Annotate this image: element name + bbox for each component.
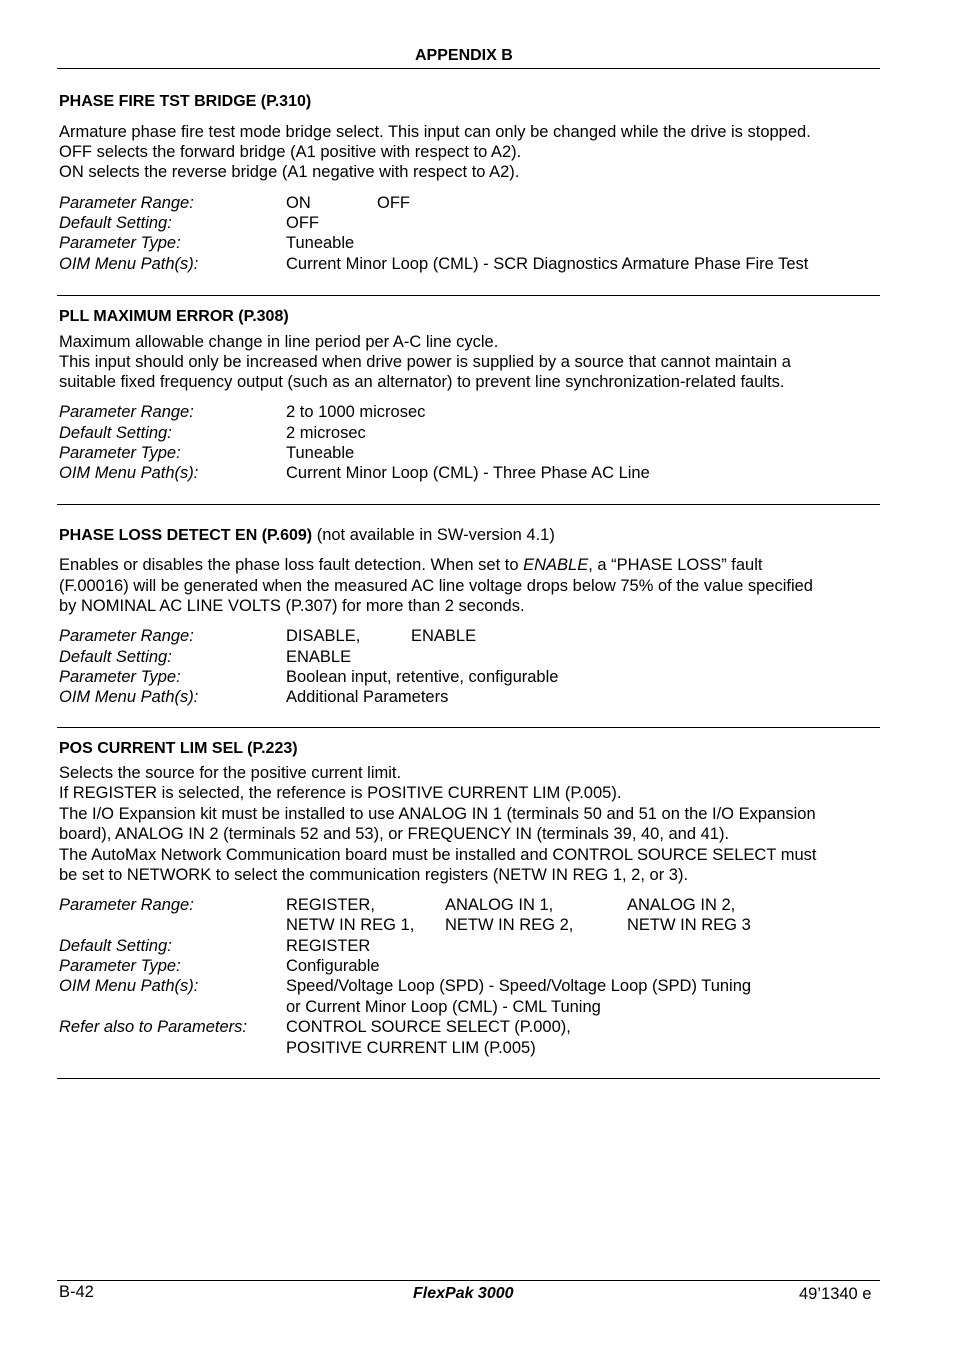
param-range-value: 2 to 1000 microsec bbox=[286, 403, 426, 421]
footer-rule bbox=[57, 1280, 880, 1281]
description-line: be set to NETWORK to select the communication registers (NETW IN REG 1, 2, or 3). bbox=[59, 866, 689, 884]
menu-path-value: Speed/Voltage Loop (SPD) - Speed/Voltage Loop (SPD) Tuning bbox=[286, 977, 752, 995]
description-line: (F.00016) will be generated when the measured AC line voltage drops below 75% of the value specified bbox=[59, 577, 813, 595]
param-range-value: NETW IN REG 3 bbox=[627, 916, 751, 934]
param-type-label: Parameter Type: bbox=[59, 234, 181, 252]
description-line: The I/O Expansion kit must be installed to use ANALOG IN 1 (terminals 50 and 51 on the I/O Expansion bbox=[59, 805, 816, 823]
param-range-label: Parameter Range: bbox=[59, 194, 194, 212]
footer-product-name: FlexPak 3000 bbox=[413, 1285, 514, 1302]
section-title-pll-max-error: PLL MAXIMUM ERROR (P.308) bbox=[59, 308, 289, 325]
param-range-label: Parameter Range: bbox=[59, 896, 194, 914]
param-type-value: Tuneable bbox=[286, 444, 355, 462]
description-line: OFF selects the forward bridge (A1 positive with respect to A2). bbox=[59, 143, 522, 161]
param-range-value: REGISTER, bbox=[286, 896, 375, 914]
default-setting-label: Default Setting: bbox=[59, 214, 172, 232]
description-text: , a “PHASE LOSS” fault bbox=[588, 556, 763, 574]
section-divider bbox=[57, 295, 880, 296]
param-type-label: Parameter Type: bbox=[59, 957, 181, 975]
section-heading-phase-loss bbox=[59, 526, 555, 545]
default-setting-label: Default Setting: bbox=[59, 648, 172, 666]
default-setting-value: REGISTER bbox=[286, 937, 371, 955]
section-title-phase-loss: PHASE LOSS DETECT EN (P.609) bbox=[59, 527, 313, 544]
section-title-pos-current-lim: POS CURRENT LIM SEL (P.223) bbox=[59, 740, 298, 757]
param-range-value: ON bbox=[286, 194, 311, 212]
param-range-value: ANALOG IN 1, bbox=[445, 896, 554, 914]
param-range-value: DISABLE, bbox=[286, 627, 361, 645]
section-divider bbox=[57, 504, 880, 505]
menu-path-label: OIM Menu Path(s): bbox=[59, 255, 199, 273]
description-emphasis: ENABLE bbox=[523, 556, 589, 574]
param-range-value: ENABLE bbox=[411, 627, 477, 645]
menu-path-label: OIM Menu Path(s): bbox=[59, 464, 199, 482]
refer-also-value: POSITIVE CURRENT LIM (P.005) bbox=[286, 1039, 536, 1057]
description-line: ON selects the reverse bridge (A1 negative with respect to A2). bbox=[59, 163, 520, 181]
param-range-value: OFF bbox=[377, 194, 410, 212]
param-range-value: NETW IN REG 1, bbox=[286, 916, 415, 934]
default-setting-value: OFF bbox=[286, 214, 319, 232]
description-line: Armature phase fire test mode bridge select. This input can only be changed while the drive is stopped. bbox=[59, 123, 811, 141]
param-range-label: Parameter Range: bbox=[59, 627, 194, 645]
description-line: board), ANALOG IN 2 (terminals 52 and 53), or FREQUENCY IN (terminals 39, 40, and 41). bbox=[59, 825, 730, 843]
menu-path-label: OIM Menu Path(s): bbox=[59, 977, 199, 995]
footer-doc-number: 49’1340 e bbox=[799, 1285, 872, 1303]
page-header-title: APPENDIX B bbox=[415, 47, 513, 64]
description-line: suitable fixed frequency output (such as an alternator) to prevent line synchronization-related faults. bbox=[59, 373, 785, 391]
description-line: The AutoMax Network Communication board must be installed and CONTROL SOURCE SELECT must bbox=[59, 846, 817, 864]
param-type-value: Boolean input, retentive, configurable bbox=[286, 668, 559, 686]
header-rule bbox=[57, 68, 880, 69]
footer-page-number: B-42 bbox=[59, 1283, 94, 1301]
refer-also-value: CONTROL SOURCE SELECT (P.000), bbox=[286, 1018, 571, 1036]
description-line: Maximum allowable change in line period per A-C line cycle. bbox=[59, 333, 499, 351]
description-line bbox=[59, 556, 762, 575]
description-line: This input should only be increased when drive power is supplied by a source that cannot maintain a bbox=[59, 353, 791, 371]
section-title-phase-fire: PHASE FIRE TST BRIDGE (P.310) bbox=[59, 93, 312, 110]
param-range-value: ANALOG IN 2, bbox=[627, 896, 736, 914]
default-setting-label: Default Setting: bbox=[59, 937, 172, 955]
menu-path-label: OIM Menu Path(s): bbox=[59, 688, 199, 706]
menu-path-value: or Current Minor Loop (CML) - CML Tuning bbox=[286, 998, 601, 1016]
default-setting-label: Default Setting: bbox=[59, 424, 172, 442]
refer-also-label: Refer also to Parameters: bbox=[59, 1018, 247, 1036]
default-setting-value: 2 microsec bbox=[286, 424, 366, 442]
default-setting-value: ENABLE bbox=[286, 648, 352, 666]
param-type-label: Parameter Type: bbox=[59, 668, 181, 686]
param-range-value: NETW IN REG 2, bbox=[445, 916, 574, 934]
param-range-label: Parameter Range: bbox=[59, 403, 194, 421]
description-line: If REGISTER is selected, the reference is POSITIVE CURRENT LIM (P.005). bbox=[59, 784, 622, 802]
description-text: Enables or disables the phase loss fault detection. When set to bbox=[59, 556, 524, 574]
section-title-note: (not available in SW-version 4.1) bbox=[312, 526, 555, 544]
param-type-value: Configurable bbox=[286, 957, 380, 975]
param-type-value: Tuneable bbox=[286, 234, 355, 252]
section-divider bbox=[57, 727, 880, 728]
description-line: by NOMINAL AC LINE VOLTS (P.307) for more than 2 seconds. bbox=[59, 597, 525, 615]
param-type-label: Parameter Type: bbox=[59, 444, 181, 462]
menu-path-value: Current Minor Loop (CML) - Three Phase AC Line bbox=[286, 464, 650, 482]
menu-path-value: Additional Parameters bbox=[286, 688, 449, 706]
section-divider bbox=[57, 1078, 880, 1079]
description-line: Selects the source for the positive current limit. bbox=[59, 764, 402, 782]
menu-path-value: Current Minor Loop (CML) - SCR Diagnostics Armature Phase Fire Test bbox=[286, 255, 809, 273]
